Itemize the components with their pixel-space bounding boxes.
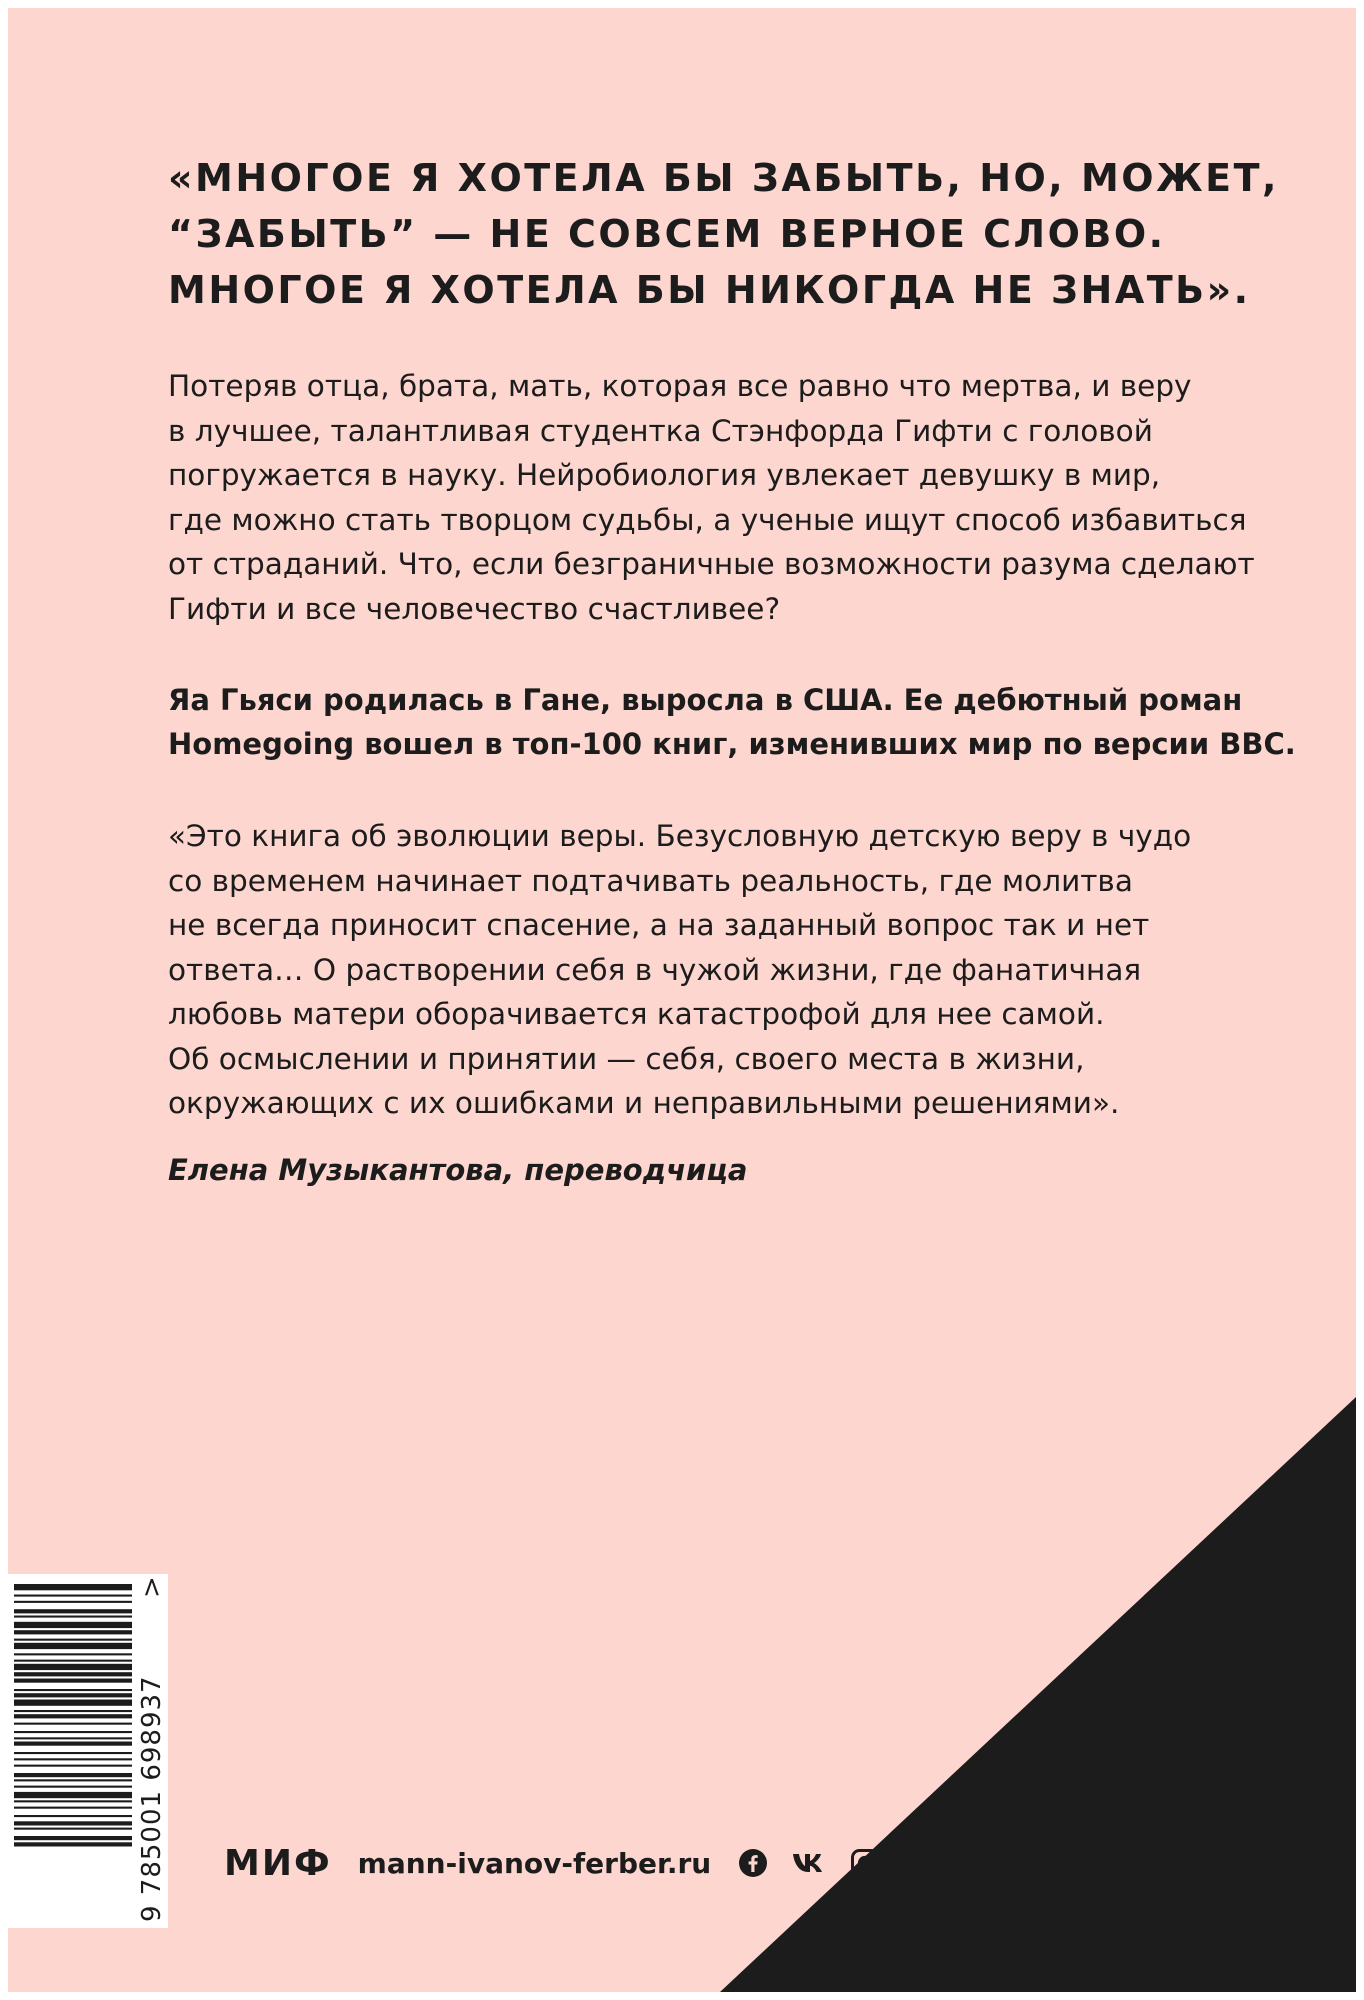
- barcode-bar: [14, 1595, 132, 1597]
- barcode-bar: [14, 1737, 132, 1739]
- instagram-icon[interactable]: [847, 1845, 883, 1881]
- barcode-bar: [14, 1792, 132, 1798]
- barcode-bar: [14, 1664, 132, 1670]
- barcode-bar: [14, 1815, 132, 1817]
- social-handle-link[interactable]: @mifbooks: [903, 1846, 1076, 1880]
- barcode-bar: [14, 1672, 132, 1676]
- barcode-bar: [14, 1723, 132, 1725]
- barcode-bar: [14, 1731, 132, 1733]
- barcode-bar: [14, 1630, 132, 1634]
- barcode-bar: [14, 1752, 132, 1754]
- quote-line: любовь матери оборачивается катастрофой для нее самой.: [168, 997, 1105, 1031]
- publisher-logo: МИФ: [224, 1842, 332, 1884]
- publisher-footer: [224, 1836, 1076, 1890]
- barcode-bar: [14, 1836, 132, 1840]
- quote-attribution: Елена Музыкантова, переводчица: [168, 1153, 748, 1187]
- quote-line: «Это книга об эволюции веры. Безусловную детскую веру в чудо: [168, 819, 1192, 853]
- publisher-website-link[interactable]: mann-ivanov-ferber.ru: [357, 1846, 712, 1880]
- quote-line: со временем начинает подтачивать реальность, где молитва: [168, 863, 1133, 898]
- description-paragraph: [168, 364, 1255, 632]
- barcode-bar: [14, 1742, 132, 1746]
- book-back-cover: [8, 8, 1356, 1992]
- barcode-bar: [14, 1584, 132, 1590]
- barcode-bar: [14, 1842, 132, 1846]
- barcode-graphic: [8, 1574, 168, 1928]
- barcode-bar: [14, 1821, 132, 1825]
- barcode-bar: [14, 1616, 132, 1618]
- barcode-bar: [14, 1773, 132, 1777]
- barcode-bar: [14, 1786, 132, 1788]
- barcode-digits: 9 785001 698937: [137, 1675, 167, 1922]
- barcode-bar: [14, 1828, 132, 1830]
- barcode-bar: [14, 1800, 132, 1802]
- barcode-bar: [14, 1779, 132, 1781]
- headline-line: “ЗАБЫТЬ” — НЕ СОВСЕМ ВЕРНОЕ СЛОВО.: [168, 212, 1166, 256]
- barcode-bar: [14, 1660, 132, 1662]
- barcode-bar: [14, 1765, 132, 1767]
- isbn-barcode: [8, 1574, 168, 1928]
- barcode-bar: [14, 1807, 132, 1809]
- barcode-arrow: >: [137, 1576, 167, 1598]
- vk-icon[interactable]: [791, 1845, 827, 1881]
- barcode-bar: [14, 1601, 132, 1603]
- quote-line: Об осмыслении и принятии — себя, своего места в жизни,: [168, 1041, 1085, 1076]
- author-bio-line: Homegoing вошел в топ-100 книг, изменивших мир по версии BBC.: [168, 727, 1296, 761]
- headline-line: «МНОГОЕ Я ХОТЕЛА БЫ ЗАБЫТЬ, НО, МОЖЕТ,: [168, 156, 1279, 200]
- description-line: от страданий. Что, если безграничные возможности разума сделают: [168, 547, 1255, 582]
- translator-quote: [168, 814, 1228, 1126]
- description-line: Гифти и все человечество счастливее?: [168, 591, 781, 626]
- author-bio-line: Яа Гьяси родилась в Гане, выросла в США. Ее дебютный роман: [168, 683, 1243, 717]
- author-bio: [168, 678, 1296, 766]
- facebook-icon[interactable]: [735, 1845, 771, 1881]
- headline-quote: [168, 150, 1279, 318]
- barcode-bar: [14, 1679, 132, 1683]
- barcode-bar: [14, 1609, 132, 1613]
- barcode-bar: [14, 1643, 132, 1649]
- description-line: в лучшее, талантливая студентка Стэнфорда Гифти с головой: [168, 413, 1153, 448]
- barcode-bar: [14, 1710, 132, 1712]
- barcode-bar: [14, 1758, 132, 1760]
- headline-line: МНОГОЕ Я ХОТЕЛА БЫ НИКОГДА НЕ ЗНАТЬ».: [168, 268, 1251, 312]
- quote-line: окружающих с их ошибками и неправильными решениями».: [168, 1086, 1120, 1120]
- description-line: погружается в науку. Нейробиология увлекает девушку в мир,: [168, 458, 1161, 493]
- quote-line: ответа… О растворении себя в чужой жизни, где фанатичная: [168, 952, 1142, 987]
- barcode-bar: [14, 1700, 132, 1706]
- barcode-bar: [14, 1693, 132, 1697]
- barcode-bar: [14, 1689, 132, 1691]
- quote-line: не всегда приносит спасение, а на заданный вопрос так и нет: [168, 908, 1150, 942]
- barcode-bar: [14, 1639, 132, 1641]
- barcode-bar: [14, 1714, 132, 1718]
- barcode-bar: [14, 1653, 132, 1655]
- description-line: Потеряв отца, брата, мать, которая все равно что мертва, и веру: [168, 369, 1192, 403]
- barcode-bar: [14, 1622, 132, 1628]
- description-line: где можно стать творцом судьбы, а ученые ищут способ избавиться: [168, 502, 1247, 537]
